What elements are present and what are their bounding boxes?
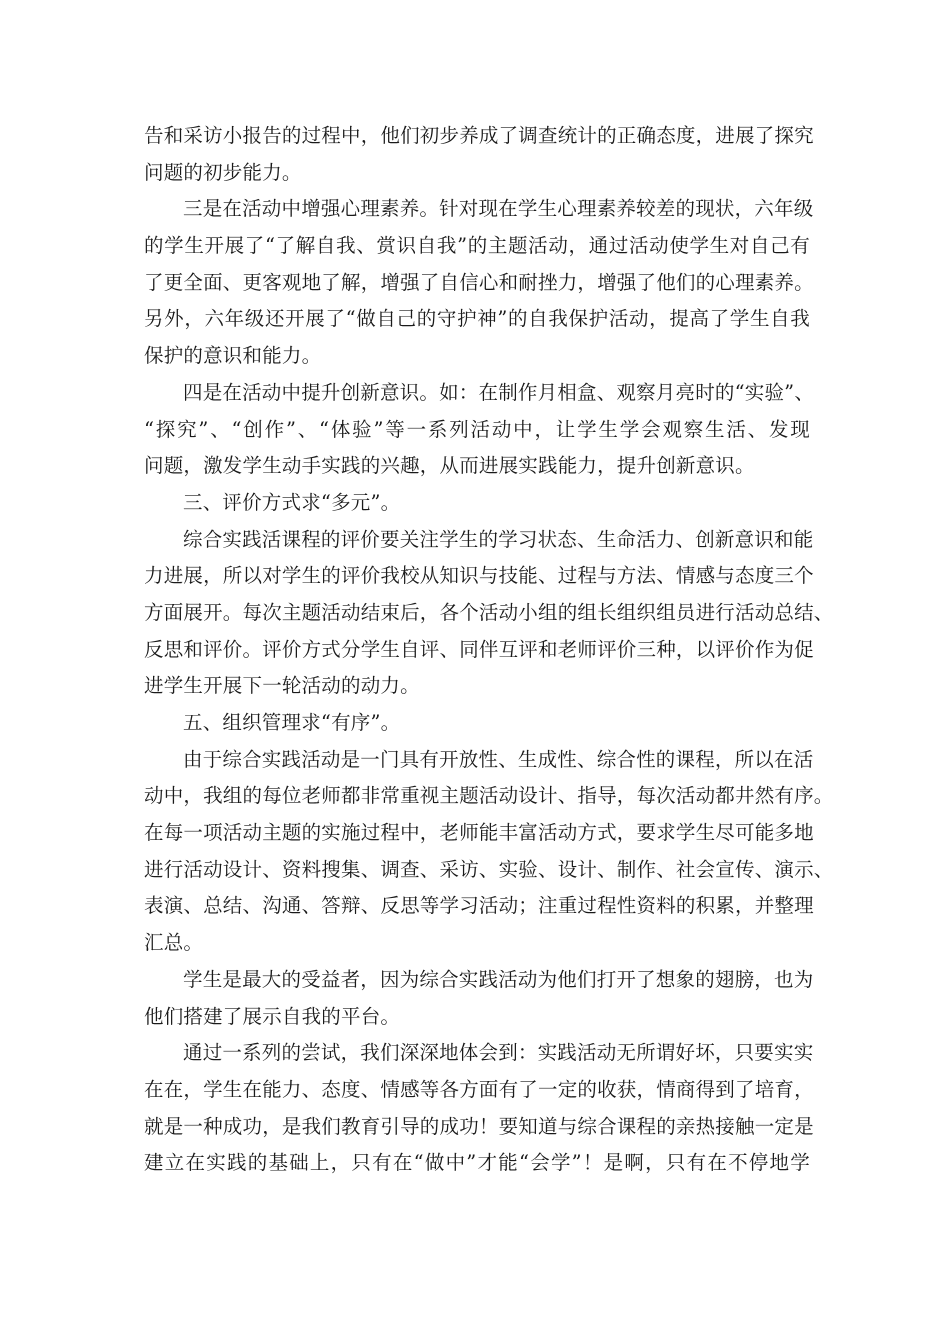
text-line: 动中，我组的每位老师都非常重视主题活动设计、指导，每次活动都井然有序。 <box>144 784 834 808</box>
text-line: 汇总。 <box>144 931 204 955</box>
text-line: 三是在活动中增强心理素养。针对现在学生心理素养较差的现状，六年级 <box>183 197 814 221</box>
text-line: 表演、总结、沟通、答辩、反思等学习活动；注重过程性资料的积累，并整理 <box>144 894 814 918</box>
text-line: 进学生开展下一轮活动的动力。 <box>144 674 420 698</box>
text-line: 的学生开展了“了解自我、赏识自我”的主题活动，通过活动使学生对自己有 <box>144 234 810 258</box>
text-line: “探究”、“创作”、“体验”等一系列活动中，让学生学会观察生活、发现 <box>144 417 810 441</box>
text-line: 由于综合实践活动是一门具有开放性、生成性、综合性的课程，所以在活 <box>183 747 814 771</box>
text-line: 反思和评价。评价方式分学生自评、同伴互评和老师评价三种，以评价作为促 <box>144 637 814 661</box>
text-line: 告和采访小报告的过程中，他们初步养成了调查统计的正确态度，进展了探究 <box>144 124 814 147</box>
text-line: 在在，学生在能力、态度、情感等各方面有了一定的收获，情商得到了培育， <box>144 1077 814 1101</box>
text-line: 了更全面、更客观地了解，增强了自信心和耐挫力，增强了他们的心理素养。 <box>144 270 814 294</box>
text-line: 问题，激发学生动手实践的兴趣，从而进展实践能力，提升创新意识。 <box>144 454 755 478</box>
text-line: 保护的意识和能力。 <box>144 344 322 368</box>
document-body-text <box>144 118 834 1182</box>
text-line: 力进展，所以对学生的评价我校从知识与技能、过程与方法、情感与态度三个 <box>144 564 814 588</box>
text-line: 就是一种成功，是我们教育引导的成功！要知道与综合课程的亲热接触一定是 <box>144 1114 814 1138</box>
text-line: 另外，六年级还开展了“做自己的守护神”的自我保护活动，提高了学生自我 <box>144 307 810 331</box>
text-line: 进行活动设计、资料搜集、调查、采访、实验、设计、制作、社会宣传、演示、 <box>144 857 834 881</box>
text-line: 他们搭建了展示自我的平台。 <box>144 1004 401 1028</box>
text-line: 三、评价方式求“多元”。 <box>183 490 401 514</box>
text-line: 建立在实践的基础上，只有在“做中”才能“会学”！是啊，只有在不停地学 <box>144 1151 810 1175</box>
text-line: 五、组织管理求“有序”。 <box>183 711 401 734</box>
text-line: 通过一系列的尝试，我们深深地体会到：实践活动无所谓好坏，只要实实 <box>183 1041 814 1065</box>
text-line: 在每一项活动主题的实施过程中，老师能丰富活动方式，要求学生尽可能多地 <box>144 821 814 845</box>
text-line: 综合实践活课程的评价要关注学生的学习状态、生命活力、创新意识和能 <box>183 527 814 551</box>
text-line: 学生是最大的受益者，因为综合实践活动为他们打开了想象的翅膀，也为 <box>183 967 814 991</box>
text-line: 方面展开。每次主题活动结束后，各个活动小组的组长组织组员进行活动总结、 <box>144 600 834 624</box>
text-line: 四是在活动中提升创新意识。如：在制作月相盒、观察月亮时的“实验”、 <box>183 380 815 404</box>
text-line: 问题的初步能力。 <box>144 160 302 184</box>
